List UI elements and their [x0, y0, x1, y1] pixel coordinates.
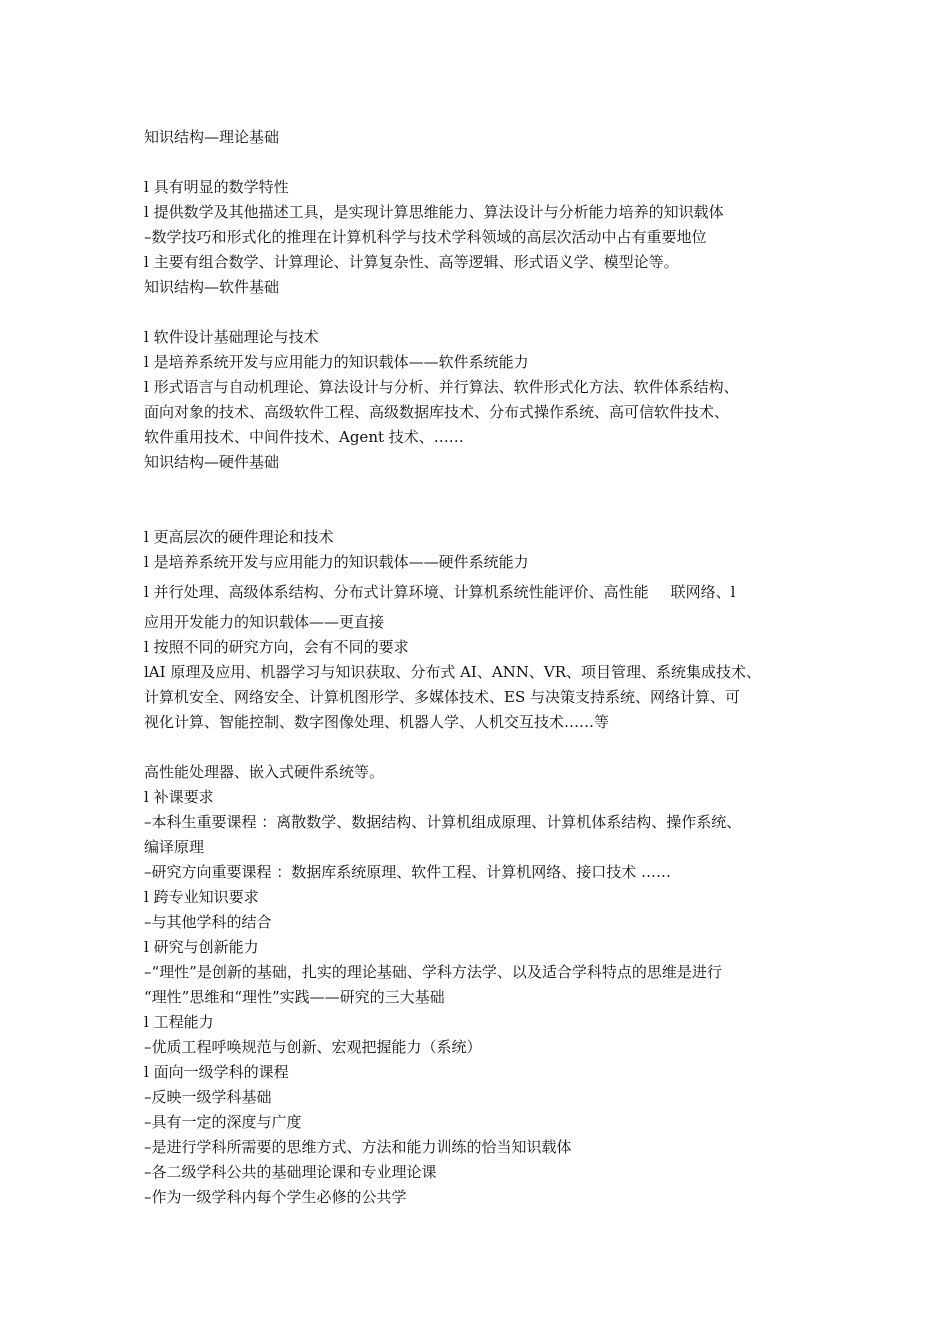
blank-line: [144, 150, 824, 175]
requirements-line: –“理性”是创新的基础，扎实的理论基础、学科方法学、以及适合学科特点的思维是进行: [144, 963, 722, 981]
requirements-line: –具有一定的深度与广度: [144, 1113, 302, 1131]
hardware-parallel-line: [144, 580, 824, 605]
requirements-line: –本科生重要课程 ：离散数学、数据结构、计算机组成原理、计算机体系结构、操作系统、: [144, 813, 742, 831]
requirements-line: 编译原理: [144, 838, 205, 856]
software-line: l 形式语言与自动机理论、算法设计与分析、并行算法、软件形式化方法、软件体系结构、: [144, 378, 739, 396]
section-heading-theory: 知识结构—理论基础: [144, 128, 280, 146]
software-line: 软件重用技术、中间件技术、Agent 技术、……: [144, 428, 464, 446]
requirements-line: –作为一级学科内每个学生必修的公共学: [144, 1188, 407, 1206]
hardware-app-line: lAI 原理及应用、机器学习与知识获取、分布式 AI、ANN、VR、项目管理、系统集成技术、: [144, 663, 762, 681]
software-line: 面向对象的技术、高级软件工程、高级数据库技术、分布式操作系统、高可信软件技术、: [144, 403, 730, 421]
requirements-line: –反映一级学科基础: [144, 1088, 272, 1106]
requirements-line: l 补课要求: [144, 788, 214, 806]
requirements-line: l 跨专业知识要求: [144, 888, 259, 906]
hardware-app-line: 应用开发能力的知识载体——更直接: [144, 613, 385, 631]
requirements-line: 高性能处理器、嵌入式硬件系统等。: [144, 763, 385, 781]
software-line: l 软件设计基础理论与技术: [144, 328, 319, 346]
theory-line: l 提供数学及其他描述工具，是实现计算思维能力、算法设计与分析能力培养的知识载体: [144, 203, 724, 221]
theory-line: l 具有明显的数学特性: [144, 178, 289, 196]
section-heading-hardware: 知识结构—硬件基础: [144, 453, 280, 471]
requirements-line: –研究方向重要课程 ：数据库系统原理、软件工程、计算机网络、接口技术 ……: [144, 863, 672, 881]
document-body: [144, 125, 824, 1210]
requirements-line: l 研究与创新能力: [144, 938, 259, 956]
requirements-line: –与其他学科的结合: [144, 913, 272, 931]
software-line: l 是培养系统开发与应用能力的知识载体——软件系统能力: [144, 353, 529, 371]
section-heading-software: 知识结构—软件基础: [144, 278, 280, 296]
requirements-line: –优质工程呼唤规范与创新、宏观把握能力（系统）: [144, 1038, 482, 1056]
requirements-line: l 工程能力: [144, 1013, 214, 1031]
hardware-parallel-part-a: l 并行处理、高级体系结构、分布式计算环境、计算机系统性能评价、高性能: [144, 583, 649, 601]
requirements-line: –各二级学科公共的基础理论课和专业理论课: [144, 1163, 437, 1181]
blank-line: [144, 300, 824, 325]
hardware-app-line: 视化计算、智能控制、数字图像处理、机器人学、人机交互技术……等: [144, 713, 610, 731]
theory-line: –数学技巧和形式化的推理在计算机科学与技术学科领域的高层次活动中占有重要地位: [144, 228, 707, 246]
hardware-parallel-part-b: 联网络、l: [670, 583, 736, 601]
hardware-line: l 更高层次的硬件理论和技术: [144, 528, 334, 546]
hardware-app-line: l 按照不同的研究方向，会有不同的要求: [144, 638, 409, 656]
hardware-line: l 是培养系统开发与应用能力的知识载体——硬件系统能力: [144, 553, 529, 571]
blank-line: [144, 475, 824, 525]
requirements-line: l 面向一级学科的课程: [144, 1063, 289, 1081]
theory-line: l 主要有组合数学、计算理论、计算复杂性、高等逻辑、形式语义学、模型论等。: [144, 253, 679, 271]
hardware-app-line: 计算机安全、网络安全、计算机图形学、多媒体技术、ES 与决策支持系统、网络计算、可: [144, 688, 740, 706]
requirements-line: “理性”思维和“理性”实践——研究的三大基础: [144, 988, 445, 1006]
blank-line: [144, 735, 824, 760]
requirements-line: –是进行学科所需要的思维方式、方法和能力训练的恰当知识载体: [144, 1138, 572, 1156]
